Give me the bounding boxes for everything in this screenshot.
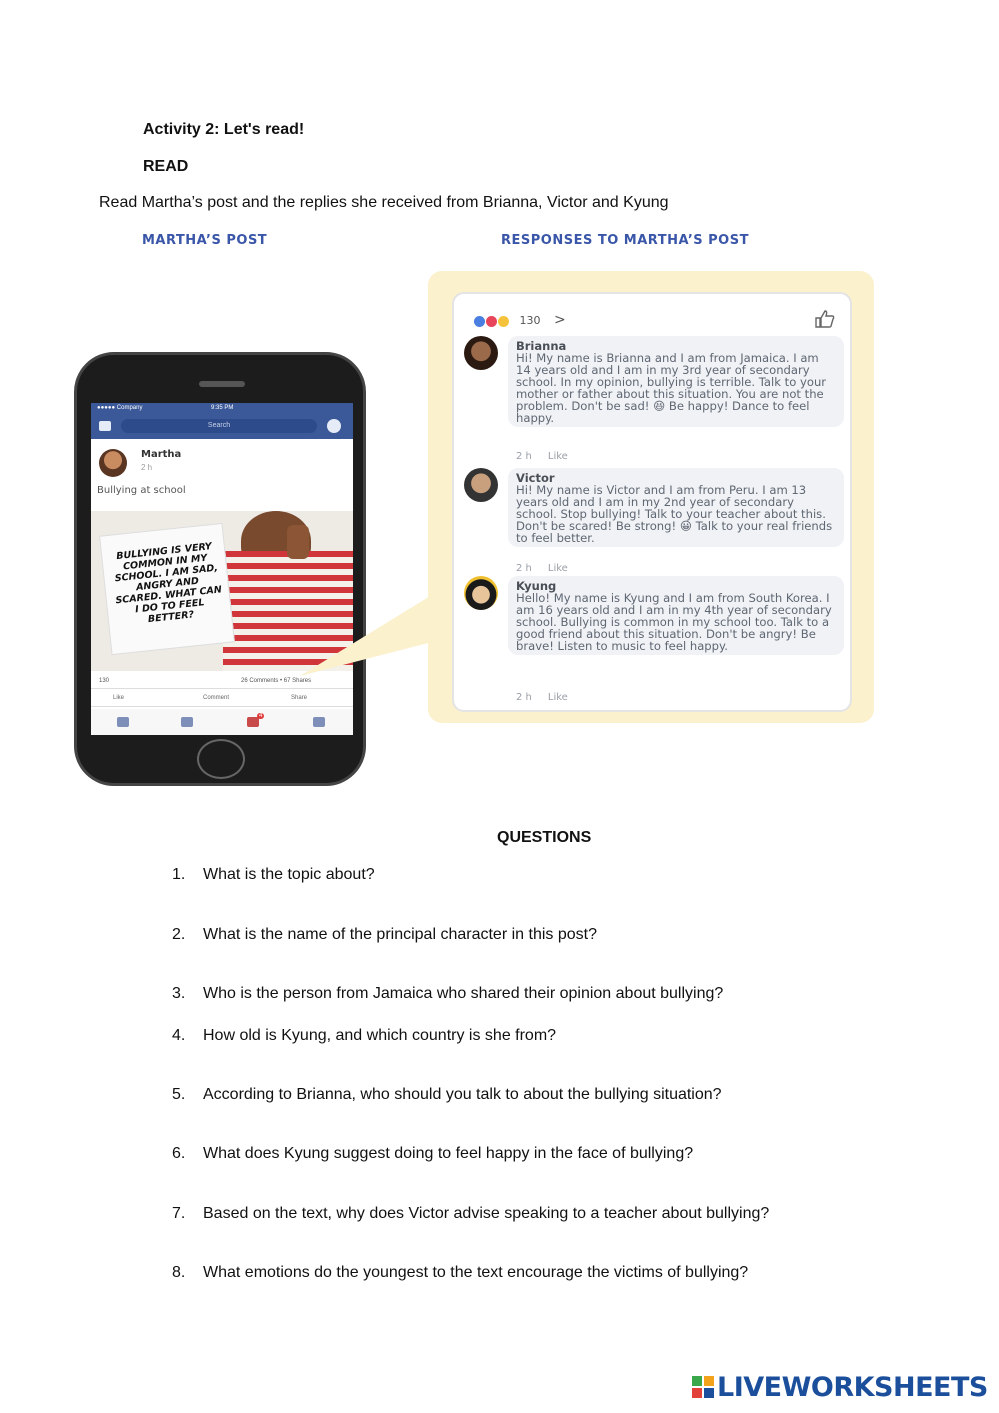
responses-section-title: RESPONSES TO MARTHA’S POST	[501, 233, 749, 248]
kyung-like: Like	[547, 692, 568, 703]
question-text: What is the name of the principal character in this post?	[203, 926, 597, 943]
read-heading: READ	[143, 158, 189, 175]
brianna-comment	[508, 336, 844, 427]
victor-meta	[516, 563, 584, 574]
notifications-icon	[247, 717, 259, 727]
reaction-arrow: >	[554, 312, 566, 328]
camera-icon	[99, 421, 111, 431]
victor-name: Victor	[516, 471, 555, 485]
question-number: 3.	[172, 985, 186, 1002]
post-section-title: MARTHA’S POST	[142, 233, 268, 248]
reaction-count: 130	[519, 314, 541, 327]
kyung-avatar	[464, 576, 498, 610]
kyung-time: 2 h	[516, 692, 532, 703]
status-carrier: ●●●●● Company	[97, 405, 143, 411]
kyung-text: Hello! My name is Kyung and I am from South Korea. I am 16 years old and I am in my 4th year of secondary school. Bullying is common in my school too. Talk to a good friend about this situation. Don't be angry! Be brave! Listen to music to feel happy.	[516, 591, 832, 653]
question-text: How old is Kyung, and which country is she from?	[203, 1027, 557, 1044]
reactions-row	[474, 312, 566, 328]
martha-avatar	[99, 449, 127, 477]
responses-card	[452, 292, 852, 712]
search-bar: Search	[121, 419, 317, 433]
question-text: According to Brianna, who should you talk to about the bullying situation?	[203, 1086, 722, 1103]
notification-badge: 4	[259, 713, 263, 719]
facebook-tabbar	[91, 709, 353, 735]
victor-text: Hi! My name is Victor and I am from Peru. I am 13 years old and I am in my 2nd year of secondary school. Stop bullying! Talk to your teacher about this. Don't be scared! Be strong! 😀 Talk to your real friends to feel better.	[516, 483, 833, 545]
liveworksheets-logo-icon	[692, 1376, 714, 1398]
facebook-header	[91, 403, 353, 439]
news-feed-icon	[117, 717, 129, 727]
friends-icon	[181, 717, 193, 727]
brianna-meta	[516, 451, 584, 462]
victor-like: Like	[547, 563, 568, 574]
victor-comment	[508, 468, 844, 547]
messenger-icon	[327, 419, 341, 433]
question-text: What is the topic about?	[203, 866, 375, 883]
haha-reaction-icon	[498, 316, 509, 327]
victor-avatar	[464, 468, 498, 502]
brianna-time: 2 h	[516, 451, 532, 462]
post-reaction-count: 130	[99, 678, 110, 684]
thumbs-up-icon	[814, 310, 836, 328]
menu-icon	[313, 717, 325, 727]
brianna-like: Like	[547, 451, 568, 462]
love-reaction-icon	[486, 316, 497, 327]
question-text: Who is the person from Jamaica who shared their opinion about bullying?	[203, 985, 724, 1002]
liveworksheets-logo[interactable]	[692, 1372, 988, 1403]
question-number: 6.	[172, 1145, 186, 1162]
activity-title: Activity 2: Let's read!	[143, 121, 305, 138]
comment-action: Comment	[203, 695, 230, 701]
sign-board	[99, 523, 235, 655]
phone-screen	[91, 403, 353, 735]
question-number: 2.	[172, 926, 186, 943]
victor-time: 2 h	[516, 563, 532, 574]
martha-name: Martha	[141, 449, 182, 460]
status-time: 9:35 PM	[211, 405, 234, 411]
like-action: Like	[113, 695, 125, 701]
phone-speaker	[199, 381, 245, 387]
phone-illustration	[74, 352, 366, 786]
question-number: 5.	[172, 1086, 186, 1103]
brianna-text: Hi! My name is Brianna and I am from Jamaica. I am 14 years old and I am in my 3rd year of secondary school. In my opinion, bullying is terrible. Talk to your mother or father about this situation. You are not the problem. Don't be sad! 😆 Be happy! Dance to feel happy.	[516, 351, 827, 425]
brianna-avatar	[464, 336, 498, 370]
question-number: 8.	[172, 1264, 186, 1281]
post-caption: Bullying at school	[97, 485, 186, 496]
intro-text: Read Martha’s post and the replies she received from Brianna, Victor and Kyung	[99, 194, 669, 211]
questions-title: QUESTIONS	[497, 829, 592, 846]
kyung-comment	[508, 576, 844, 655]
kyung-meta	[516, 692, 584, 703]
kyung-name: Kyung	[516, 579, 557, 593]
question-text: What does Kyung suggest doing to feel happy in the face of bullying?	[203, 1145, 694, 1162]
martha-time: 2 h	[141, 463, 153, 472]
sign-text: BULLYING IS VERY COMMON IN MY SCHOOL. I AM SAD, ANGRY AND SCARED. WHAT CAN I DO TO FEEL BETTER?	[114, 541, 223, 626]
question-text: What emotions do the youngest to the text encourage the victims of bullying?	[203, 1264, 749, 1281]
phone-home-button	[197, 739, 245, 779]
post-comments-shares: 26 Comments • 67 Shares	[241, 678, 312, 684]
speech-bubble-tail	[300, 580, 440, 680]
like-reaction-icon	[474, 316, 485, 327]
question-text: Based on the text, why does Victor advise speaking to a teacher about bullying?	[203, 1205, 770, 1222]
post-actions	[91, 691, 353, 707]
brianna-name: Brianna	[516, 339, 567, 353]
question-number: 7.	[172, 1205, 186, 1222]
thumbs-down-hand	[287, 525, 309, 559]
logo-text: LIVEWORKSHEETS	[717, 1372, 988, 1403]
question-number: 4.	[172, 1027, 186, 1044]
share-action: Share	[291, 695, 308, 701]
question-number: 1.	[172, 866, 186, 883]
